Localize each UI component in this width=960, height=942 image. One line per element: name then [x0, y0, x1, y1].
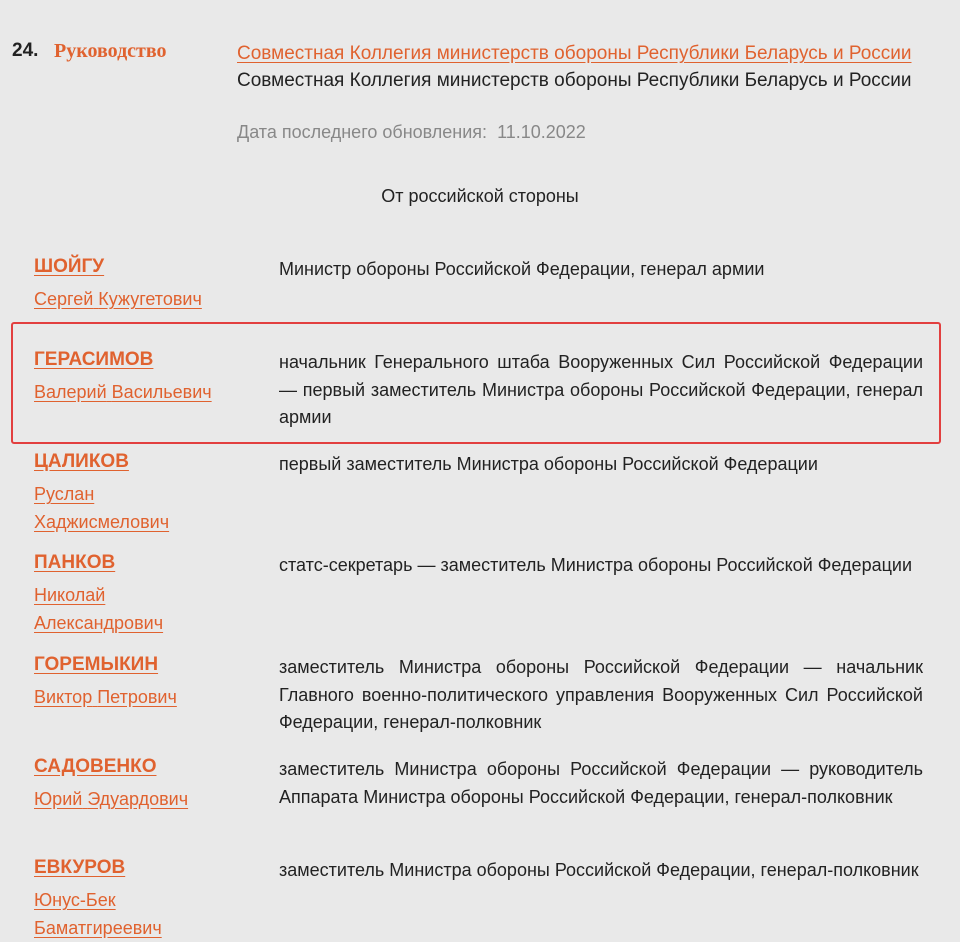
member-first-name[interactable]: Юрий [34, 789, 83, 809]
member-patronymic[interactable]: Александрович [34, 613, 164, 633]
member-role: Министр обороны Российской Федерации, генерал армии [279, 259, 765, 279]
collegium-link[interactable]: Совместная Коллегия министерств обороны Республики Беларусь и России [237, 43, 912, 64]
member-surname-link[interactable]: ПАНКОВ [34, 552, 116, 573]
member-first-name[interactable]: Руслан [34, 484, 95, 504]
last-updated-date: 11.10.2022 [497, 122, 586, 142]
member-first-name[interactable]: Николай [34, 585, 106, 605]
section-header [0, 0, 960, 170]
member-name-link[interactable] [34, 581, 204, 637]
member-patronymic[interactable]: Хаджисмелович [34, 512, 170, 532]
side-heading: От российской стороны [381, 186, 579, 206]
member-surname-link[interactable]: ЕВКУРОВ [34, 857, 126, 878]
member-name-link[interactable] [34, 785, 254, 813]
collegium-description: Совместная Коллегия министерств обороны Республики Беларусь и России [237, 70, 912, 91]
member-name-link[interactable] [34, 378, 254, 406]
member-name-link[interactable] [34, 480, 204, 536]
member-first-name[interactable]: Сергей [34, 289, 94, 309]
member-role: заместитель Министра обороны Российской Федерации — руководитель Аппарата Министра обороны Российской Федерации, генерал-полковник [279, 759, 923, 807]
member-surname-link[interactable]: ГОРЕМЫКИН [34, 654, 159, 675]
member-first-name[interactable]: Виктор [34, 687, 93, 707]
member-patronymic[interactable]: Баматгиреевич [34, 918, 162, 938]
section-description [237, 40, 927, 94]
member-patronymic[interactable]: Петрович [97, 687, 177, 707]
member-role: заместитель Министра обороны Российской Федерации — начальник Главного военно-политического управления Вооруженных Сил Российской Федерации, генерал-полковник [279, 657, 923, 732]
section-number: 24. [12, 40, 39, 61]
member-surname-link[interactable]: САДОВЕНКО [34, 756, 157, 777]
member-surname-link[interactable]: ШОЙГУ [34, 256, 105, 277]
member-role: статс-секретарь — заместитель Министра обороны Российской Федерации [279, 555, 913, 575]
member-patronymic[interactable]: Васильевич [111, 382, 212, 402]
member-role: первый заместитель Министра обороны Российской Федерации [279, 454, 818, 474]
member-name-link[interactable] [34, 886, 204, 942]
member-role: начальник Генерального штаба Вооруженных Сил Российской Федерации — первый заместитель Министра обороны Российской Федерации, генерал армии [279, 352, 923, 427]
member-patronymic[interactable]: Эдуардович [87, 789, 189, 809]
last-updated [237, 122, 586, 143]
section-title: Руководство [54, 40, 167, 62]
member-surname-link[interactable]: ГЕРАСИМОВ [34, 349, 154, 370]
member-name-link[interactable] [34, 285, 254, 313]
member-name-link[interactable] [34, 683, 254, 711]
last-updated-label: Дата последнего обновления: [237, 122, 488, 142]
member-role: заместитель Министра обороны Российской Федерации, генерал-полковник [279, 860, 919, 880]
member-first-name[interactable]: Юнус-Бек [34, 890, 116, 910]
member-first-name[interactable]: Валерий [34, 382, 107, 402]
member-surname-link[interactable]: ЦАЛИКОВ [34, 451, 129, 472]
member-patronymic[interactable]: Кужугетович [98, 289, 202, 309]
